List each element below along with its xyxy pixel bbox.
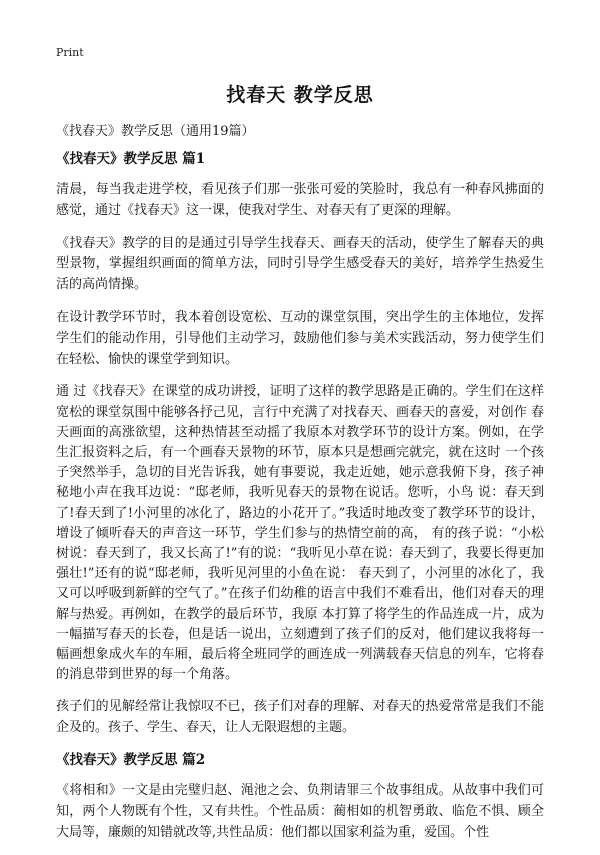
section1-paragraph-2: 《找春天》教学的目的是通过引导学生找春天、画春天的活动，使学生了解春天的典型景物，掌握组织画面的简单方法，同时引导学生感受春天的美好，培养学生热爱生活的高尚情操。 (56, 235, 544, 293)
document-subtitle: 《找春天》教学反思（通用19篇） (56, 124, 255, 139)
section1-paragraph-1: 清晨，每当我走进学校，看见孩子们那一张张可爱的笑脸时，我总有一种春风拂面的感觉，通过《找春天》这一课，使我对学生、对春天有了更深的理解。 (56, 182, 544, 218)
print-label[interactable]: Print (56, 46, 84, 59)
section1-paragraph-5: 孩子们的见解经常让我惊叹不已，孩子们对春的理解、对春天的热爱常常是我们不能企及的。孩子、学生、春天，让人无限遐想的主题。 (56, 699, 544, 736)
section1-paragraph-4: 通 过《找春天》在课堂的成功讲授，证明了这样的教学思路是正确的。学生们在这样宽松的课堂氛围中能够各抒己见，言行中充满了对找春天、画春天的喜爱，对创作 春天画面的高涨欲望，这种热情甚至动摇了我原本对教学环节的设计方案。例如，在学生汇报资料之后，有一个画春天景物的环节，原本只是想画完就完，就在这时 一个孩子突然举手，急切的目光告诉我，她有事要说，我走近她，她示意我俯下身，孩子神秘地小声在我耳边说：“邸老师，我听见春天的景物在说话。您听，小鸟 说：春天到了!春天到了!小河里的冰化了，路边的小花开了。”我适时地改变了教学环节的设计，增设了倾听春天的声音这一环节，学生们参与的热情空前的高， 有的孩子说：“小松树说：春天到了，我又长高了!”有的说：“我听见小草在说：春天到了，我要长得更加强壮!”还有的说“邸老师，我听见河里的小鱼在说： 春天到了，小河里的冰化了，我又可以呼吸到新鲜的空气了。”在孩子们幼稚的语言中我们不难看出，他们对春天的理解与热爱。再例如，在教学的最后环节，我原 本打算了将学生的作品连成一片，成为一幅描写春天的长卷，但是话一说出，立刻遭到了孩子们的反对，他们建议我将每一幅画想象成火车的车厢，最后将全班同学的画连成一列满载春天信息的列车，它将春的消息带到世界的每一个角落。 (56, 384, 544, 683)
section1-paragraph-3: 在设计教学环节时，我本着创设宽松、互动的课堂氛围，突出学生的主体地位，发挥学生们的能动作用，引导他们主动学习，鼓励他们参与美术实践活动，努力使学生们在轻松、愉快的课堂学到知识。 (56, 309, 544, 367)
document-body (56, 150, 544, 855)
section-heading-1: 《找春天》教学反思 篇1 (56, 151, 206, 167)
section-heading-2: 《找春天》教学反思 篇2 (56, 752, 206, 769)
section2-paragraph-1: 《将相和》一文是由完璧归赵、渑池之会、负荆请罪三个故事组成。从故事中我们可知，两个人物既有个性，又有共性。个性品质：蔺相如的机智勇敢、临危不惧、顾全大局等，廉颇的知错就改等,共性品质：他们都以国家利益为重，爱国。个性 (56, 783, 544, 840)
document-title: 找春天 教学反思 (226, 84, 374, 106)
